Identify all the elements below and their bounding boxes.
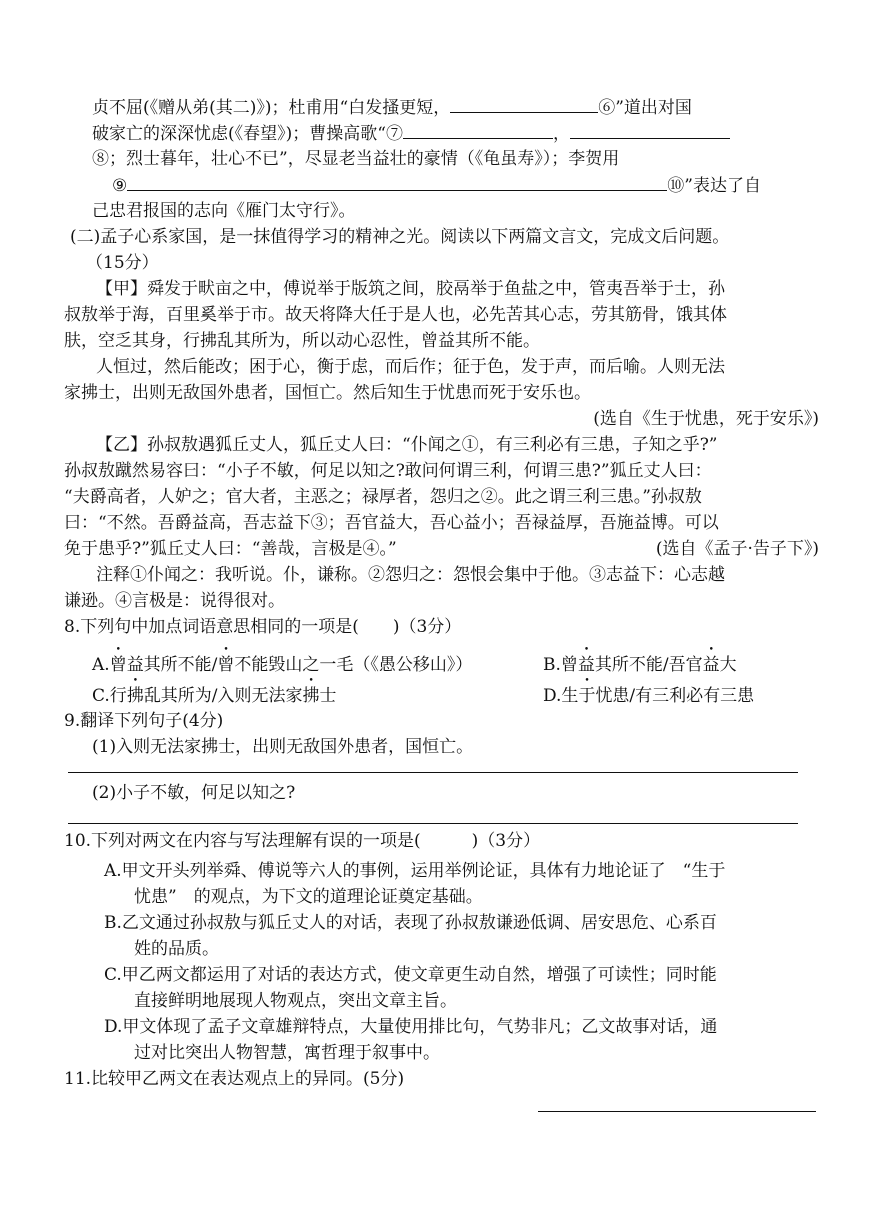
poem-line-4 <box>112 172 761 199</box>
option-text: 不能毁山之一毛（《愚公移山》） <box>234 655 473 675</box>
question-9-sentence-2: (2)小子不敏，何足以知之? <box>92 783 296 803</box>
answer-line[interactable] <box>538 1111 816 1112</box>
answer-line[interactable] <box>68 823 798 824</box>
blank-7b[interactable] <box>570 120 730 139</box>
question-8-option-a[interactable] <box>92 645 472 678</box>
passage-jia-source: (选自《生于忧患，死于安乐》) <box>593 409 819 429</box>
dotted-word: 益 <box>577 655 595 675</box>
text: ⑥”道出对国 <box>598 98 692 118</box>
option-text: D.生 <box>543 686 579 706</box>
answer-line[interactable] <box>68 772 798 773</box>
dotted-word: 于 <box>578 686 596 706</box>
passage-yi-line: 免于患乎?”狐丘丈人曰：“善哉，言极是④。” <box>64 539 397 559</box>
dotted-word: 曾 <box>109 655 127 675</box>
poem-line-2 <box>92 120 730 147</box>
dotted-word: 拂 <box>126 686 144 706</box>
passage-jia-line: 【甲】舜发于畎亩之中，傅说举于版筑之间，胶鬲举于鱼盐之中，管夷吾举于士，孙 <box>96 279 725 299</box>
text: ， <box>552 124 570 144</box>
question-10-option-c-cont: 直接鲜明地展现人物观点，突出文章主旨。 <box>134 991 457 1011</box>
option-letter: A. <box>92 655 110 675</box>
dotted-word: 益 <box>702 655 720 675</box>
option-text: 忧患/有三利必有三患 <box>595 686 755 706</box>
question-9-stem: 9.翻译下列句子(4分) <box>64 711 224 731</box>
option-text: 士 <box>319 686 337 706</box>
dotted-word: 曾 <box>217 655 235 675</box>
question-8-option-b[interactable] <box>543 645 737 678</box>
question-9-sentence-1: (1)入则无法家拂士，出则无敌国外患者，国恒亡。 <box>92 737 474 757</box>
passage-jia-line: 家拂士，出则无敌国外患者，国恒亡。然后知生于忧患而死于安乐也。 <box>64 383 591 403</box>
section-heading: (二)孟子心系家国，是一抹值得学习的精神之光。阅读以下两篇文言文，完成文后问题。 <box>70 227 730 247</box>
question-10-option-a[interactable]: A.甲文开头列举舜、傅说等六人的事例，运用举例论证，具体有力地论证了 “生于 <box>104 861 726 881</box>
question-10-option-d[interactable]: D.甲文体现了孟子文章雄辩特点，大量使用排比句，气势非凡；乙文故事对话，通 <box>104 1017 718 1037</box>
poem-line-3: ⑧；烈士暮年，壮心不已”，尽显老当益壮的豪情（《龟虽寿》）；李贺用 <box>92 149 620 169</box>
poem-line-5: 己忠君报国的志向《雁门太守行》。 <box>92 201 356 221</box>
section-score: （15分） <box>86 253 159 273</box>
question-8-option-d[interactable] <box>543 676 754 709</box>
question-10-option-b-cont: 姓的品质。 <box>134 939 219 959</box>
question-8-option-c[interactable] <box>92 676 337 709</box>
passage-yi-line: 曰：“不然。吾爵益高，吾志益下③；吾官益大，吾心益小；吾禄益厚，吾施益博。可以 <box>64 513 719 533</box>
option-text: 乱其所为/入则无法家 <box>143 686 303 706</box>
question-10-option-b[interactable]: B.乙文通过孙叔敖与狐丘丈人的对话，表现了孙叔敖谦逊低调、居安思危、心系百 <box>104 913 717 933</box>
poem-line-1 <box>92 94 692 121</box>
dotted-word: 拂 <box>302 686 320 706</box>
question-8-stem: 8.下列句中加点词语意思相同的一项是( )（3分） <box>64 617 462 637</box>
passage-yi-line: “夫爵高者，人妒之；官大者，主恶之；禄厚者，怨归之②。此之谓三利三患。”孙叔敖 <box>64 487 702 507</box>
option-text: 大 <box>719 655 737 675</box>
passage-jia-line: 人恒过，然后能改；困于心，衡于虑，而后作；征于色，发于声，而后喻。人则无法 <box>96 357 725 377</box>
blank-9[interactable] <box>127 172 667 191</box>
notes-line: 谦逊。④言极是：说得很对。 <box>64 591 285 611</box>
question-11-stem: 11.比较甲乙两文在表达观点上的异同。(5分) <box>64 1069 405 1089</box>
question-10-option-d-cont: 过对比突出人物智慧，寓哲理于叙事中。 <box>134 1043 440 1063</box>
option-text: C.行 <box>92 686 127 706</box>
question-10-option-c[interactable]: C.甲乙两文都运用了对话的表达方式，使文章更生动自然，增强了可读性；同时能 <box>104 965 717 985</box>
text: ⑩”表达了自 <box>667 176 761 196</box>
option-text: 其所不能/吾官 <box>594 655 703 675</box>
blank-6[interactable] <box>450 94 598 113</box>
option-text: 益其所不能/ <box>126 655 218 675</box>
passage-jia-line: 肤，空乏其身，行拂乱其所为，所以动心忍性，曾益其所不能。 <box>64 331 540 351</box>
passage-yi-line: 孙叔敖蹴然易容曰：“小子不敏，何足以知之?敢问何谓三利，何谓三患?”狐丘丈人曰： <box>64 461 712 481</box>
notes-line: 注释①仆闻之：我听说。仆，谦称。②怨归之：怨恨会集中于他。③志益下：心志越 <box>96 565 725 585</box>
blank-7a[interactable] <box>403 120 553 139</box>
passage-yi-source: (选自《孟子·告子下》) <box>655 539 819 559</box>
passage-yi-line: 【乙】孙叔敖遇狐丘丈人，狐丘丈人曰：“仆闻之①，有三利必有三患，子知之乎?” <box>96 435 718 455</box>
text: 贞不屈(《赠从弟(其二)》)；杜甫用“白发搔更短， <box>92 98 451 118</box>
passage-jia-line: 叔敖举于海，百里奚举于市。故天将降大任于是人也，必先苦其心志，劳其筋骨，饿其体 <box>64 305 727 325</box>
text: 破家亡的深深忧虑(《春望》)；曹操高歌“⑦ <box>92 124 403 144</box>
question-10-option-a-cont: 忧患” 的观点，为下文的道理论证奠定基础。 <box>134 887 483 907</box>
option-text: B.曾 <box>543 655 578 675</box>
text: ⑨ <box>112 176 128 196</box>
question-10-stem: 10.下列对两文在内容与写法理解有误的一项是( )（3分） <box>64 831 541 851</box>
